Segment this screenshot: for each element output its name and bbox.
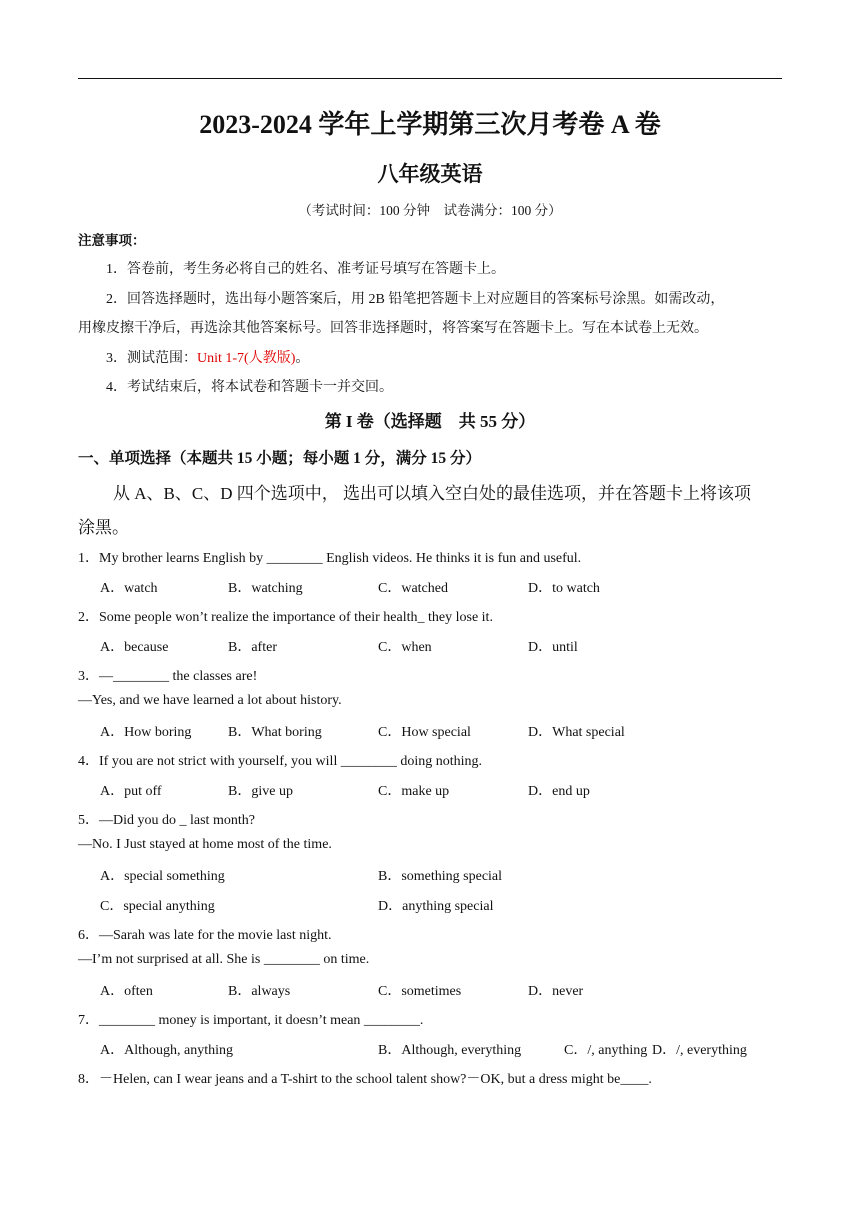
question-3-option-d: D．What special <box>528 725 625 740</box>
note-1: 1．答卷前，考生务必将自己的姓名、准考证号填写在答题卡上。 <box>106 262 505 277</box>
section-heading: 第 I 卷（选择题 共 55 分） <box>324 412 536 431</box>
question-1-option-d: D．to watch <box>528 581 600 596</box>
question-4-option-d: D．end up <box>528 784 590 799</box>
question-3-option-a: A．How boring <box>100 725 192 740</box>
note-2-line-2: 用橡皮擦干净后，再选涂其他答案标号。回答非选择题时，将答案写在答题卡上。写在本试卷上无效。 <box>78 321 708 336</box>
question-2-option-a: A．because <box>100 640 169 655</box>
instruction-line-2: 涂黑。 <box>78 518 129 537</box>
question-7-stem: 7．________ money is important, it doesn’t mean ________. <box>78 1013 424 1028</box>
question-6-option-c: C．sometimes <box>378 984 462 999</box>
note-3-suffix: 。 <box>295 351 310 366</box>
question-1-option-b: B．watching <box>228 581 303 596</box>
question-2-option-c: C．when <box>378 640 432 655</box>
note-2-line-1: 2．回答选择题时，选出每小题答案后，用 2B 铅笔把答题卡上对应题目的答案标号涂黑。如需改动， <box>106 292 725 307</box>
question-1-option-c: C．watched <box>378 581 448 596</box>
question-3-stem-2: —Yes, and we have learned a lot about history. <box>78 693 342 708</box>
question-5-stem: 5．—Did you do _ last month? <box>78 813 255 828</box>
question-5-stem-2: —No. I Just stayed at home most of the time. <box>78 837 332 852</box>
question-6-option-d: D．never <box>528 984 584 999</box>
question-4-stem: 4．If you are not strict with yourself, you will ________ doing nothing. <box>78 754 483 769</box>
question-6-option-a: A．often <box>100 984 153 999</box>
question-2-option-b: B．after <box>228 640 277 655</box>
question-6-stem-2: —I’m not surprised at all. She is ________ on time. <box>78 952 370 967</box>
question-5-option-b: B．something special <box>378 869 503 884</box>
question-1-option-a: A．watch <box>100 581 158 596</box>
question-3-option-b: B．What boring <box>228 725 322 740</box>
instruction-line-1: 从 A、B、C、D 四个选项中， 选出可以填入空白处的最佳选项，并在答题卡上将该项 <box>113 484 751 503</box>
note-3-prefix: 3．测试范围： <box>106 351 197 366</box>
question-5-option-d: D．anything special <box>378 899 494 914</box>
question-6-option-b: B．always <box>228 984 291 999</box>
question-7-option-a: A．Although, anything <box>100 1043 233 1058</box>
question-4-option-c: C．make up <box>378 784 450 799</box>
test-range: Unit 1-7(人教版) <box>197 351 296 366</box>
note-4: 4．考试结束后，将本试卷和答题卡一并交回。 <box>106 380 393 395</box>
exam-info: （考试时间：100 分钟 试卷满分：100 分） <box>298 203 562 218</box>
question-1-stem: 1．My brother learns English by ________ English videos. He thinks it is fun and useful. <box>78 551 582 566</box>
note-3 <box>106 347 309 367</box>
question-7-option-b: B．Although, everything <box>378 1043 522 1058</box>
question-5-option-a: A．special something <box>100 869 225 884</box>
exam-title: 2023-2024 学年上学期第三次月考卷 A 卷 <box>199 110 661 139</box>
question-2-option-d: D．until <box>528 640 578 655</box>
question-8-stem: 8．－Helen, can I wear jeans and a T-shirt to the school talent show?－OK, but a dress might be____. <box>78 1072 652 1087</box>
question-7-option-d: D．/, everything <box>652 1043 747 1058</box>
question-3-stem: 3．—________ the classes are! <box>78 669 258 684</box>
part-heading: 一、单项选择（本题共 15 小题；每小题 1 分，满分 15 分） <box>78 450 482 467</box>
question-2-stem: 2．Some people won’t realize the importance of their health_ they lose it. <box>78 610 493 625</box>
exam-subtitle: 八年级英语 <box>377 162 483 186</box>
top-rule <box>78 78 782 79</box>
notes-heading: 注意事项： <box>78 233 146 248</box>
question-3-option-c: C．How special <box>378 725 471 740</box>
question-4-option-a: A．put off <box>100 784 162 799</box>
question-4-option-b: B．give up <box>228 784 293 799</box>
question-7-option-c: C．/, anything <box>564 1043 648 1058</box>
question-6-stem: 6．—Sarah was late for the movie last night. <box>78 928 332 943</box>
question-5-option-c: C．special anything <box>100 899 215 914</box>
